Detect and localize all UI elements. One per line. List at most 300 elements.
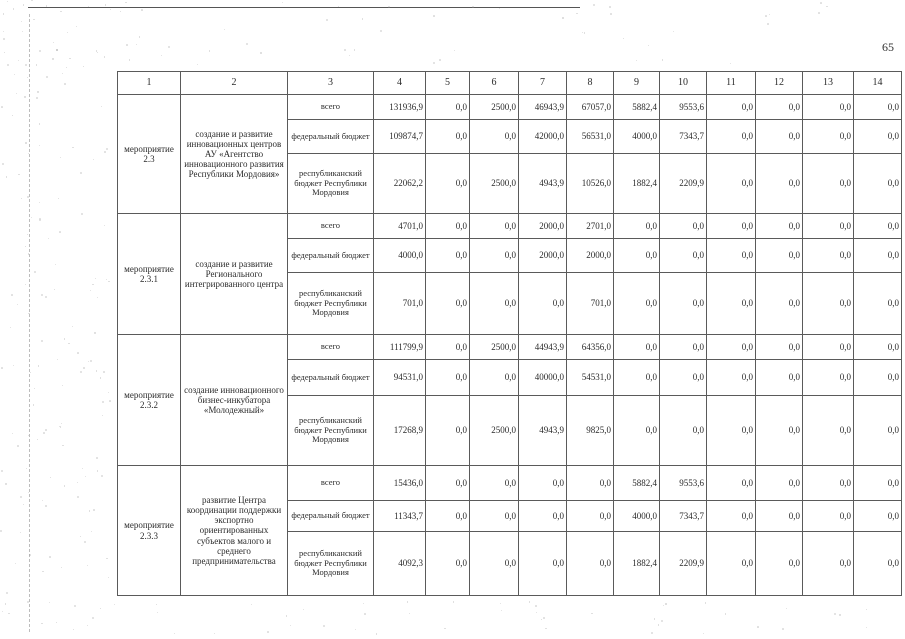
scan-speckle xyxy=(102,415,103,416)
amount-cell: 701,0 xyxy=(567,273,614,335)
amount-cell: 56531,0 xyxy=(567,120,614,154)
amount-cell: 0,0 xyxy=(803,154,854,214)
scan-speckle xyxy=(673,31,674,32)
amount-cell: 0,0 xyxy=(803,360,854,396)
amount-cell: 0,0 xyxy=(470,273,519,335)
measure-description: создание и развитие Регионального интегрированного центра xyxy=(181,214,288,335)
scan-speckle xyxy=(409,613,410,614)
scan-speckle xyxy=(104,56,105,57)
amount-cell: 0,0 xyxy=(470,120,519,154)
funding-source: всего xyxy=(288,335,374,360)
amount-cell: 0,0 xyxy=(854,532,902,596)
amount-cell: 0,0 xyxy=(756,466,803,501)
amount-cell: 10526,0 xyxy=(567,154,614,214)
scan-speckle xyxy=(703,633,704,634)
scan-speckle xyxy=(661,620,663,622)
scan-speckle xyxy=(80,536,81,537)
amount-cell: 0,0 xyxy=(756,214,803,239)
scan-speckle xyxy=(48,238,49,239)
scan-speckle xyxy=(214,633,215,634)
scan-speckle xyxy=(541,619,542,620)
scan-speckle xyxy=(765,15,767,17)
scan-speckle xyxy=(500,603,501,604)
amount-cell: 2000,0 xyxy=(519,239,567,273)
scan-speckle xyxy=(62,73,63,74)
amount-cell: 0,0 xyxy=(756,120,803,154)
amount-cell: 0,0 xyxy=(707,335,756,360)
funding-source: федеральный бюджет xyxy=(288,360,374,396)
scan-speckle xyxy=(60,11,62,13)
scan-speckle xyxy=(114,604,115,605)
amount-cell: 0,0 xyxy=(854,273,902,335)
table-row xyxy=(118,95,902,120)
scan-speckle xyxy=(820,2,822,4)
scan-speckle xyxy=(25,246,26,247)
column-number: 3 xyxy=(288,72,374,95)
scan-speckle xyxy=(1,470,3,472)
scan-speckle xyxy=(77,482,78,483)
scan-speckle xyxy=(46,76,48,78)
scan-speckle xyxy=(769,14,770,15)
scan-speckle xyxy=(110,9,111,10)
scan-speckle xyxy=(41,294,43,296)
scan-speckle xyxy=(654,618,655,619)
scan-speckle xyxy=(25,64,27,66)
scan-speckle xyxy=(818,12,820,14)
measure-cell: мероприятие 2.3.1 xyxy=(118,214,181,335)
amount-cell: 0,0 xyxy=(567,532,614,596)
scan-speckle xyxy=(33,404,35,406)
scan-speckle xyxy=(16,93,17,94)
scan-speckle xyxy=(10,327,11,328)
scan-speckle xyxy=(663,605,664,606)
scan-speckle xyxy=(41,340,43,342)
scan-speckle xyxy=(290,625,292,627)
amount-cell: 0,0 xyxy=(614,214,660,239)
funding-source: федеральный бюджет xyxy=(288,120,374,154)
measure-cell: мероприятие 2.3.2 xyxy=(118,335,181,466)
scan-speckle xyxy=(25,284,26,285)
column-number: 10 xyxy=(660,72,707,95)
amount-cell: 0,0 xyxy=(426,239,470,273)
scan-speckle xyxy=(89,510,91,512)
amount-cell: 2500,0 xyxy=(470,396,519,466)
scan-speckle xyxy=(529,601,531,603)
amount-cell: 0,0 xyxy=(519,532,567,596)
scan-speckle xyxy=(52,58,53,59)
amount-cell: 111799,9 xyxy=(374,335,426,360)
scan-speckle xyxy=(126,44,128,46)
scan-speckle xyxy=(543,617,545,619)
scan-speckle xyxy=(499,8,500,9)
scan-speckle xyxy=(55,264,56,265)
scan-speckle xyxy=(38,365,39,366)
amount-cell: 4000,0 xyxy=(614,501,660,532)
amount-cell: 0,0 xyxy=(660,239,707,273)
measure-cell: мероприятие 2.3.3 xyxy=(118,466,181,596)
scan-speckle xyxy=(43,432,45,434)
amount-cell: 0,0 xyxy=(756,154,803,214)
scan-speckle xyxy=(23,4,25,6)
table-row xyxy=(118,466,902,501)
scan-speckle xyxy=(58,198,59,199)
column-number: 6 xyxy=(470,72,519,95)
scan-speckle xyxy=(39,218,41,220)
scan-speckle xyxy=(866,627,867,628)
amount-cell: 0,0 xyxy=(426,95,470,120)
scan-speckle xyxy=(591,613,593,615)
scan-speckle xyxy=(42,571,44,573)
scan-speckle xyxy=(67,32,68,33)
amount-cell: 0,0 xyxy=(519,501,567,532)
scan-speckle xyxy=(658,624,660,626)
funding-source: всего xyxy=(288,466,374,501)
amount-cell: 2701,0 xyxy=(567,214,614,239)
scan-speckle xyxy=(101,475,103,477)
amount-cell: 0,0 xyxy=(426,501,470,532)
amount-cell: 1882,4 xyxy=(614,154,660,214)
amount-cell: 0,0 xyxy=(803,532,854,596)
amount-cell: 2500,0 xyxy=(470,95,519,120)
scan-speckle xyxy=(45,296,47,298)
amount-cell: 17268,9 xyxy=(374,396,426,466)
funding-source: федеральный бюджет xyxy=(288,239,374,273)
amount-cell: 0,0 xyxy=(426,154,470,214)
scan-speckle xyxy=(22,31,23,32)
scan-speckle xyxy=(8,613,10,615)
amount-cell: 9553,6 xyxy=(660,95,707,120)
scan-speckle xyxy=(433,15,435,17)
scan-speckle xyxy=(31,0,32,1)
column-number: 2 xyxy=(181,72,288,95)
scan-speckle xyxy=(97,297,98,298)
scan-speckle xyxy=(29,554,31,556)
scan-speckle xyxy=(50,477,51,478)
scan-speckle xyxy=(354,49,356,51)
amount-cell: 2000,0 xyxy=(567,239,614,273)
amount-cell: 0,0 xyxy=(803,501,854,532)
scan-speckle xyxy=(168,46,170,48)
amount-cell: 0,0 xyxy=(614,360,660,396)
column-number: 5 xyxy=(426,72,470,95)
scan-speckle xyxy=(648,45,649,46)
amount-cell: 0,0 xyxy=(567,466,614,501)
amount-cell: 46943,9 xyxy=(519,95,567,120)
amount-cell: 0,0 xyxy=(519,466,567,501)
scan-speckle xyxy=(536,612,537,613)
scan-speckle xyxy=(18,174,19,175)
amount-cell: 701,0 xyxy=(374,273,426,335)
top-rule xyxy=(28,7,580,8)
column-number: 9 xyxy=(614,72,660,95)
amount-cell: 0,0 xyxy=(854,154,902,214)
scan-speckle xyxy=(363,603,364,604)
amount-cell: 0,0 xyxy=(707,154,756,214)
column-number: 14 xyxy=(854,72,902,95)
scan-speckle xyxy=(355,629,356,630)
amount-cell: 0,0 xyxy=(707,532,756,596)
amount-cell: 0,0 xyxy=(707,120,756,154)
scan-speckle xyxy=(730,63,731,64)
amount-cell: 0,0 xyxy=(614,396,660,466)
scan-speckle xyxy=(0,530,2,532)
amount-cell: 0,0 xyxy=(470,532,519,596)
scan-speckle xyxy=(72,326,73,327)
scan-speckle xyxy=(94,332,95,333)
scan-speckle xyxy=(95,278,96,279)
scan-speckle xyxy=(260,53,262,55)
scan-speckle xyxy=(56,49,58,51)
scan-speckle xyxy=(12,433,13,434)
scan-speckle xyxy=(136,44,137,45)
scan-speckle xyxy=(28,153,29,154)
amount-cell: 0,0 xyxy=(426,396,470,466)
amount-cell: 109874,7 xyxy=(374,120,426,154)
scan-speckle xyxy=(39,50,41,52)
amount-cell: 0,0 xyxy=(426,335,470,360)
scan-speckle xyxy=(37,91,38,92)
scan-speckle xyxy=(156,604,157,605)
scan-speckle xyxy=(37,439,38,440)
scan-speckle xyxy=(96,457,98,459)
scan-speckle xyxy=(36,64,37,65)
amount-cell: 0,0 xyxy=(567,501,614,532)
scan-speckle xyxy=(45,429,47,431)
amount-cell: 0,0 xyxy=(707,273,756,335)
amount-cell: 0,0 xyxy=(756,335,803,360)
scan-speckle xyxy=(69,58,70,59)
amount-cell: 0,0 xyxy=(803,396,854,466)
scan-speckle xyxy=(104,151,106,153)
amount-cell: 0,0 xyxy=(660,360,707,396)
scan-speckle xyxy=(90,290,91,291)
scan-speckle xyxy=(323,625,325,627)
amount-cell: 0,0 xyxy=(803,95,854,120)
amount-cell: 0,0 xyxy=(854,239,902,273)
scan-speckle xyxy=(93,159,95,161)
amount-cell: 0,0 xyxy=(707,214,756,239)
amount-cell: 0,0 xyxy=(854,335,902,360)
funding-source: федеральный бюджет xyxy=(288,501,374,532)
scan-speckle xyxy=(68,343,69,344)
scan-speckle xyxy=(224,29,225,30)
amount-cell: 4000,0 xyxy=(374,239,426,273)
scan-speckle xyxy=(362,18,364,20)
amount-cell: 0,0 xyxy=(854,120,902,154)
scan-speckle xyxy=(61,423,62,424)
measure-description: создание и развитие инновационных центров АУ «Агентство инновационного развития Республики Мордовия» xyxy=(181,95,288,214)
scan-speckle xyxy=(49,556,51,558)
scan-speckle xyxy=(1,106,3,108)
scan-speckle xyxy=(20,496,22,498)
scan-speckle xyxy=(31,217,32,218)
amount-cell: 2209,9 xyxy=(660,532,707,596)
amount-cell: 0,0 xyxy=(707,239,756,273)
amount-cell: 0,0 xyxy=(470,360,519,396)
scan-speckle xyxy=(3,31,4,32)
column-number: 12 xyxy=(756,72,803,95)
scan-speckle xyxy=(100,377,101,378)
amount-cell: 4943,9 xyxy=(519,396,567,466)
amount-cell: 0,0 xyxy=(854,466,902,501)
amount-cell: 2209,9 xyxy=(660,154,707,214)
scan-speckle xyxy=(161,55,162,56)
scan-speckle xyxy=(5,603,7,605)
scan-speckle xyxy=(34,271,36,273)
scan-speckle xyxy=(21,198,22,199)
scan-speckle xyxy=(20,532,21,533)
scan-speckle xyxy=(82,468,83,469)
amount-cell: 22062,2 xyxy=(374,154,426,214)
scan-speckle xyxy=(344,49,346,51)
scan-speckle xyxy=(826,6,828,8)
amount-cell: 94531,0 xyxy=(374,360,426,396)
measure-cell: мероприятие 2.3 xyxy=(118,95,181,214)
scan-speckle xyxy=(15,563,16,564)
amount-cell: 44943,9 xyxy=(519,335,567,360)
scan-speckle xyxy=(705,602,706,603)
amount-cell: 9825,0 xyxy=(567,396,614,466)
scan-speckle xyxy=(636,60,637,61)
scan-speckle xyxy=(562,17,563,18)
scan-speckle xyxy=(582,32,583,33)
scan-speckle xyxy=(380,30,382,32)
amount-cell: 0,0 xyxy=(854,501,902,532)
scan-speckle xyxy=(349,55,350,56)
amount-cell: 0,0 xyxy=(470,239,519,273)
scan-speckle xyxy=(13,8,14,9)
scan-speckle xyxy=(407,601,409,603)
scan-speckle xyxy=(11,294,13,296)
scan-speckle xyxy=(576,13,578,15)
funding-source: республиканский бюджет Республики Мордовия xyxy=(288,532,374,596)
amount-cell: 0,0 xyxy=(803,214,854,239)
scan-speckle xyxy=(834,613,836,615)
funding-source: республиканский бюджет Республики Мордовия xyxy=(288,273,374,335)
scan-speckle xyxy=(141,9,143,11)
amount-cell: 0,0 xyxy=(756,239,803,273)
scan-speckle xyxy=(3,13,5,15)
scan-speckle xyxy=(125,2,126,3)
scan-speckle xyxy=(120,11,121,12)
scan-speckle xyxy=(338,6,339,7)
scan-speckle xyxy=(665,603,666,604)
amount-cell: 0,0 xyxy=(854,214,902,239)
scan-speckle xyxy=(286,615,287,616)
scan-speckle xyxy=(64,485,66,487)
scan-speckle xyxy=(64,338,66,340)
column-number: 4 xyxy=(374,72,426,95)
scan-speckle xyxy=(62,385,63,386)
scan-speckle xyxy=(66,67,67,68)
scan-speckle xyxy=(77,496,79,498)
scan-speckle xyxy=(24,96,25,97)
amount-cell: 40000,0 xyxy=(519,360,567,396)
amount-cell: 0,0 xyxy=(470,466,519,501)
scan-speckle xyxy=(100,608,101,609)
funding-source: республиканский бюджет Республики Мордовия xyxy=(288,154,374,214)
scan-speckle xyxy=(56,622,57,623)
amount-cell: 0,0 xyxy=(756,396,803,466)
scan-speckle xyxy=(77,352,79,354)
amount-cell: 0,0 xyxy=(426,360,470,396)
scan-speckle xyxy=(54,289,55,290)
scan-speckle xyxy=(251,604,252,605)
amount-cell: 0,0 xyxy=(803,239,854,273)
scan-speckle xyxy=(21,21,22,22)
scan-speckle xyxy=(83,367,85,369)
scan-speckle xyxy=(91,531,92,532)
amount-cell: 0,0 xyxy=(614,335,660,360)
scan-speckle xyxy=(303,609,304,610)
scan-speckle xyxy=(88,361,90,363)
amount-cell: 0,0 xyxy=(426,273,470,335)
amount-cell: 0,0 xyxy=(756,95,803,120)
amount-cell: 0,0 xyxy=(756,273,803,335)
amount-cell: 1882,4 xyxy=(614,532,660,596)
scan-speckle xyxy=(33,19,35,21)
scan-speckle xyxy=(14,74,15,75)
scan-speckle xyxy=(87,565,88,566)
amount-cell: 0,0 xyxy=(707,396,756,466)
scan-speckle xyxy=(96,370,97,371)
scan-speckle xyxy=(610,13,612,15)
scan-speckle xyxy=(97,52,98,53)
scan-speckle xyxy=(59,231,61,233)
scan-speckle xyxy=(92,617,94,619)
scan-speckle xyxy=(13,365,15,367)
scan-speckle xyxy=(39,202,40,203)
amount-cell: 9553,6 xyxy=(660,466,707,501)
scan-speckle xyxy=(64,83,66,85)
scan-speckle xyxy=(139,36,140,37)
scan-speckle xyxy=(157,612,158,613)
amount-cell: 0,0 xyxy=(707,95,756,120)
amount-cell: 64356,0 xyxy=(567,335,614,360)
amount-cell: 4092,3 xyxy=(374,532,426,596)
funding-source: республиканский бюджет Республики Мордовия xyxy=(288,396,374,466)
amount-cell: 0,0 xyxy=(803,335,854,360)
scan-speckle xyxy=(623,38,624,39)
scan-speckle xyxy=(97,470,98,471)
amount-cell: 0,0 xyxy=(660,335,707,360)
scan-speckle xyxy=(49,602,50,603)
scan-speckle xyxy=(39,145,40,146)
scan-speckle xyxy=(93,509,95,511)
scan-speckle xyxy=(104,225,105,226)
scan-speckle xyxy=(80,172,82,174)
page-number: 65 xyxy=(882,40,894,54)
scan-speckle xyxy=(545,628,547,630)
amount-cell: 131936,9 xyxy=(374,95,426,120)
scan-speckle xyxy=(18,60,20,62)
scan-speckle xyxy=(81,213,83,215)
scan-speckle xyxy=(106,279,107,280)
scan-speckle xyxy=(174,633,176,635)
column-number: 11 xyxy=(707,72,756,95)
scan-speckle xyxy=(34,388,35,389)
amount-cell: 0,0 xyxy=(854,396,902,466)
scan-speckle xyxy=(17,304,18,305)
scan-speckle xyxy=(3,38,5,40)
scan-speckle xyxy=(767,23,769,25)
scan-speckle xyxy=(4,52,5,53)
scan-speckle xyxy=(6,592,8,594)
scan-speckle xyxy=(60,426,62,428)
scan-speckle xyxy=(1,367,3,369)
column-number: 8 xyxy=(567,72,614,95)
amount-cell: 0,0 xyxy=(426,466,470,501)
